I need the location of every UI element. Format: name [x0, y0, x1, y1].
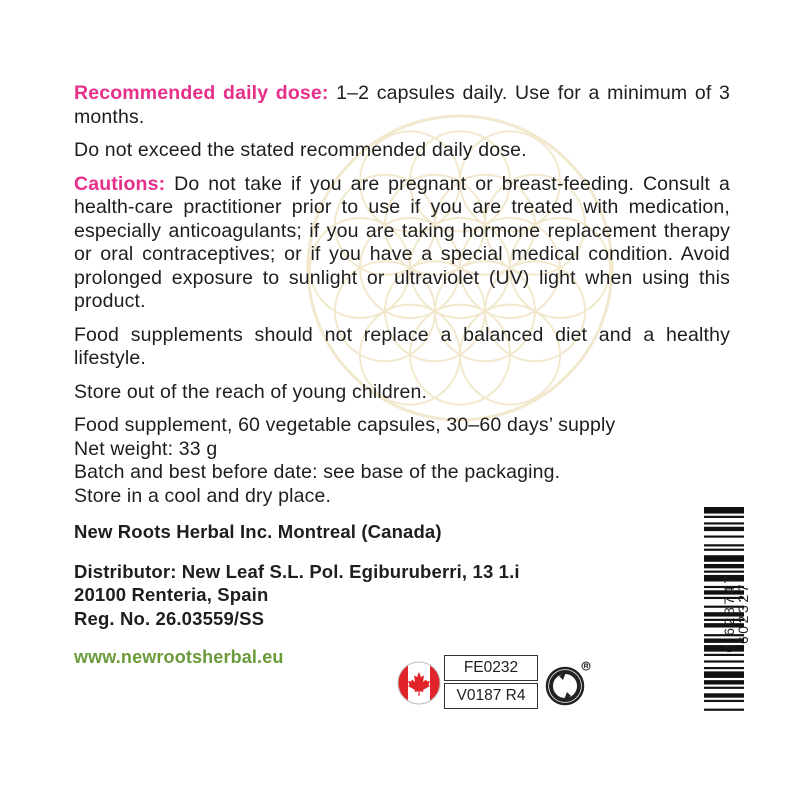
- barcode-bar: [704, 671, 744, 678]
- canada-flag-icon: [397, 661, 441, 705]
- no-exceed-paragraph: Do not exceed the stated recommended daily dose.: [74, 139, 527, 161]
- product-info-line1: Food supplement, 60 vegetable capsules, 30–60 days’ supply: [74, 414, 616, 436]
- dose-paragraph: [74, 82, 730, 129]
- distributor-block: [74, 560, 730, 631]
- website-link[interactable]: www.newrootsherbal.eu: [74, 647, 284, 667]
- barcode-bar: [704, 522, 744, 524]
- children-note: Store out of the reach of young children.: [74, 380, 428, 403]
- barcode-bar: [704, 680, 744, 684]
- distributor-line1: Distributor: New Leaf S.L. Pol. Egiburuberri, 13 1.i: [74, 560, 520, 582]
- product-info-line3: Batch and best before date: see base of the packaging.: [74, 461, 561, 483]
- barcode-bar: [704, 667, 744, 669]
- label-text: [74, 82, 730, 680]
- barcode-bar: [704, 549, 744, 551]
- product-info-line2: Net weight: 33 g: [74, 437, 218, 460]
- dose-label: Recommended daily dose:: [74, 82, 329, 104]
- product-codes: [444, 655, 538, 709]
- barcode-number: 0 628747 602327: [721, 573, 751, 653]
- cautions-text: Do not take if you are pregnant or breast-feeding. Consult a health-care practitioner prior to use if you are treated with medication, especially anticoagulants; if you are taking hormone replacement therapy or oral contraceptives; or if you have a special medical condition. Avoid prolonged exposure to sunlight or ultraviolet (UV) light when using this product.: [74, 172, 730, 312]
- barcode-bar: [704, 700, 744, 702]
- barcode-bar: [704, 709, 744, 711]
- barcode-bar: [704, 693, 744, 697]
- manufacturer: New Roots Herbal Inc. Montreal (Canada): [74, 521, 442, 542]
- distributor-line3: Reg. No. 26.03559/SS: [74, 607, 265, 629]
- cautions-paragraph: [74, 173, 730, 314]
- supplements-note: Food supplements should not replace a balanced diet and a healthy lifestyle.: [74, 323, 730, 369]
- barcode-bar: [704, 555, 744, 562]
- barcode-bar: [704, 687, 744, 689]
- cautions-label: Cautions:: [74, 172, 166, 195]
- product-info: [74, 414, 730, 508]
- green-dot-recycling-icon: [545, 660, 591, 708]
- distributor-line2: 20100 Renteria, Spain: [74, 584, 269, 605]
- code-v0187: V0187 R4: [444, 683, 538, 709]
- dose-text: 1–2 capsules daily. Use for a minimum of 3 months.: [74, 82, 730, 128]
- product-info-line4: Store in a cool and dry place.: [74, 484, 332, 507]
- barcode-bar: [704, 544, 744, 546]
- code-fe0232: FE0232: [444, 655, 538, 681]
- barcode-bar: [704, 527, 744, 531]
- barcode-bar: [704, 507, 744, 514]
- barcode-bar: [704, 535, 744, 537]
- barcode-bar: [704, 516, 744, 518]
